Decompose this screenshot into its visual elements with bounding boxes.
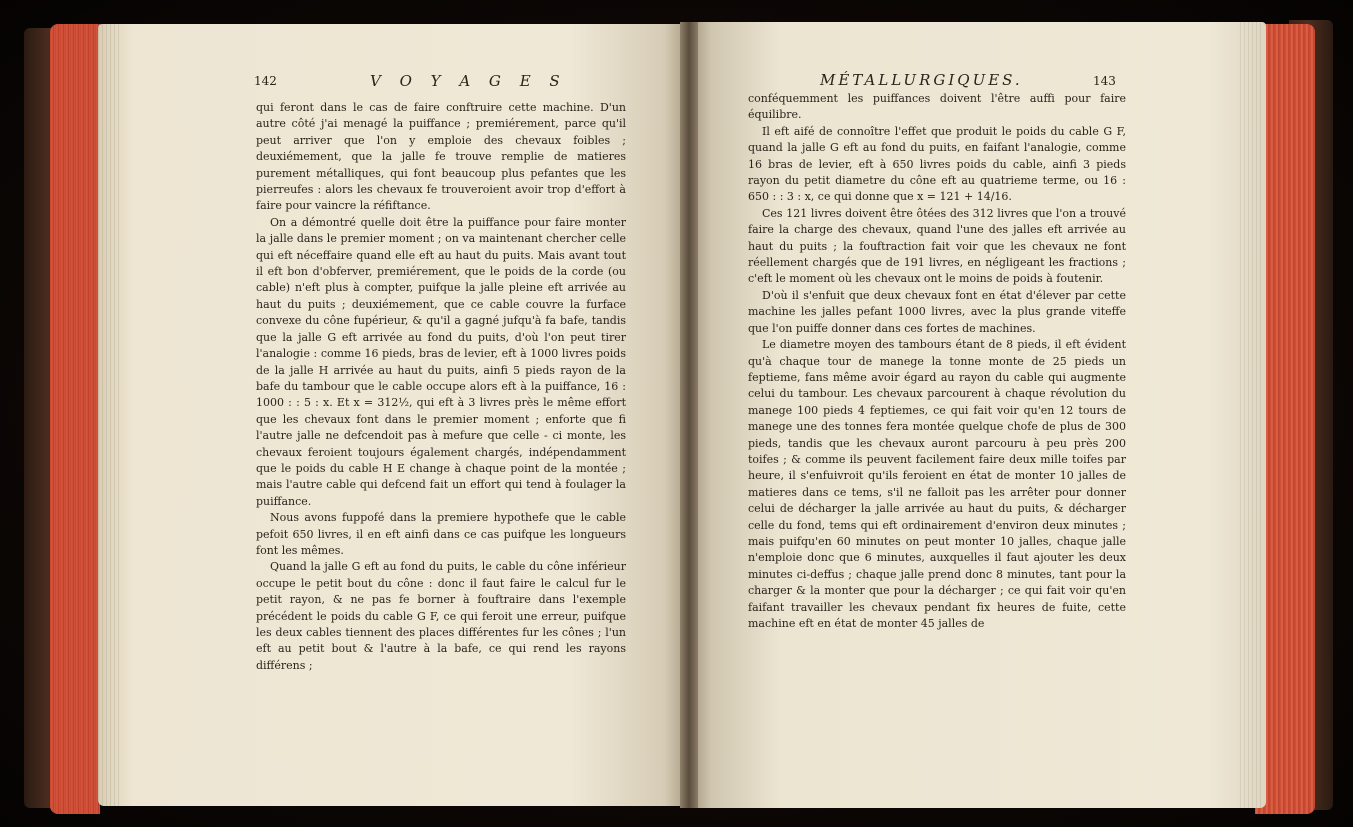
right-paragraph-3: Ces 121 livres doivent être ôtées des 312 livres que l'on a trouvé faire la charge des chevaux, quand l'une des jalles eft arrivée au haut du puits ; la fouftraction fait voir que les chevaux ne font réellement chargés que de 191 livres, en négligeant les fractions ; c'eft le moment où les chevaux ont le moins de poids à foutenir. (748, 206, 1126, 286)
right-paragraph-2: Il eft aifé de connoître l'effet que produit le poids du cable G F, quand la jalle G eft au fond du puits, en faifant l'analogie, comme 16 bras de levier, eft à 650 livres poids du cable, ainfi 3 pieds rayon du petit diametre du cône eft au quatrieme terme, ou 16 : 650 : : 3 : x, ce qui donne que x = 121 + 14/16. (748, 124, 1126, 204)
right-running-title: MÉTALLURGIQUES. (820, 71, 1023, 89)
left-paragraph-4: Quand la jalle G eft au fond du puits, le cable du cône inférieur occupe le petit bout du cône : donc il faut faire le calcul fur le petit rayon, & ne pas fe borner à fouftraire dans l'exemple précédent le poids du cable G F, ce qui feroit une erreur, puifque les deux cables tiennent des places différentes fur les cônes ; l'un eft au petit bout & l'autre à la bafe, ce qui rend les rayons différens ; (256, 560, 626, 672)
left-page-text (256, 100, 626, 674)
right-leaf-stack (1240, 22, 1264, 808)
left-paragraph-3: Nous avons fuppofé dans la premiere hypothefe que le cable pefoit 650 livres, il en eft ainfi dans ce cas puifque les longueurs font les mêmes. (256, 511, 626, 557)
right-paragraph-5: Le diametre moyen des tambours étant de 8 pieds, il eft évident qu'à chaque tour de manege la tonne monte de 25 pieds un feptieme, fans même avoir égard au rayon du cable qui augmente celui du tambour. Les chevaux parcourent à chaque révolution du manege 100 pieds 4 feptiemes, ce qui fait voir qu'en 12 tours de manege une des tonnes fera montée quelque chofe de plus de 300 pieds, tandis que les chevaux auront parcouru à peu près 200 toifes ; & comme ils peuvent facilement faire deux mille toifes par heure, il s'enfuivroit qu'ils feroient en état de monter 10 jalles de matieres dans ce tems, s'il ne falloit pas les arrêter pour donner celui de décharger la jalle arrivée au haut du puits, & décharger celle du fond, tems qui eft ordinairement d'environ deux minutes ; mais puifqu'en 60 minutes on peut monter 10 jalles, chaque jalle n'emploie donc que 6 minutes, auxquelles il faut ajouter les deux minutes ci-deffus ; chaque jalle prend donc 8 minutes, tant pour la charger & la monter que pour la décharger ; ce qui fait voir qu'en faifant travailler les chevaux pendant fix heures de fuite, cette machine eft en état de monter 45 jalles de (748, 338, 1126, 630)
left-running-title: V O Y A G E S (370, 72, 567, 90)
left-red-page-edges (50, 24, 100, 814)
left-leaf-stack (98, 24, 122, 806)
right-page-number: 143 (1093, 74, 1116, 88)
left-paragraph-2: On a démontré quelle doit être la puiffance pour faire monter la jalle dans le premier moment ; on va maintenant chercher celle qui eft néceffaire quand elle eft au haut du puits. Mais avant tout il eft bon d'obferver, premiérement, que le poids de la corde (ou cable) n'eft plus à compter, puifque la jalle pleine eft arrivée au haut du puits ; deuxiémement, que ce cable couvre la furface convexe du cône fupérieur, & qu'il a gagné jufqu'à fa bafe, tandis que la jalle G eft arrivée au fond du puits, d'où l'on peut tirer l'analogie : comme 16 pieds, bras de levier, eft à 1000 livres poids de la jalle H arrivée au haut du puits, ainfi 5 pieds rayon de la bafe du tambour que le cable occupe alors eft à la puiffance, 16 : 1000 : : 5 : x. Et x = 312½, qui eft à 3 livres près le même effort que les chevaux font dans le premier moment ; enforte que fi l'autre jalle ne defcendoit pas à mefure que celle - ci monte, les chevaux feroient toujours également chargés, indépendamment que le poids du cable H E change à chaque point de la montée ; mais l'autre cable qui defcend fait un effort qui tend à foulager la puiffance. (256, 215, 626, 508)
left-page-number: 142 (254, 74, 277, 88)
right-paragraph-1: conféquemment les puiffances doivent l'être auffi pour faire équilibre. (748, 92, 1126, 122)
right-page-text (748, 91, 1126, 632)
right-paragraph-4: D'où il s'enfuit que deux chevaux font en état d'élever par cette machine les jalles pefant 1000 livres, avec la plus grande viteffe que l'on puiffe donner dans ces fortes de machines. (748, 288, 1126, 335)
book-gutter (680, 22, 698, 808)
left-paragraph-1: qui feront dans le cas de faire conftruire cette machine. D'un autre côté j'ai menagé la puiffance ; premiérement, parce qu'il peut arriver que l'on y emploie des chevaux foibles ; deuxiémement, que la jalle fe trouve remplie de matieres purement métalliques, qui font beaucoup plus pefantes que les pierreufes : alors les chevaux fe trouveroient avoir trop d'effort à faire pour vaincre la réfiftance. (256, 101, 626, 213)
